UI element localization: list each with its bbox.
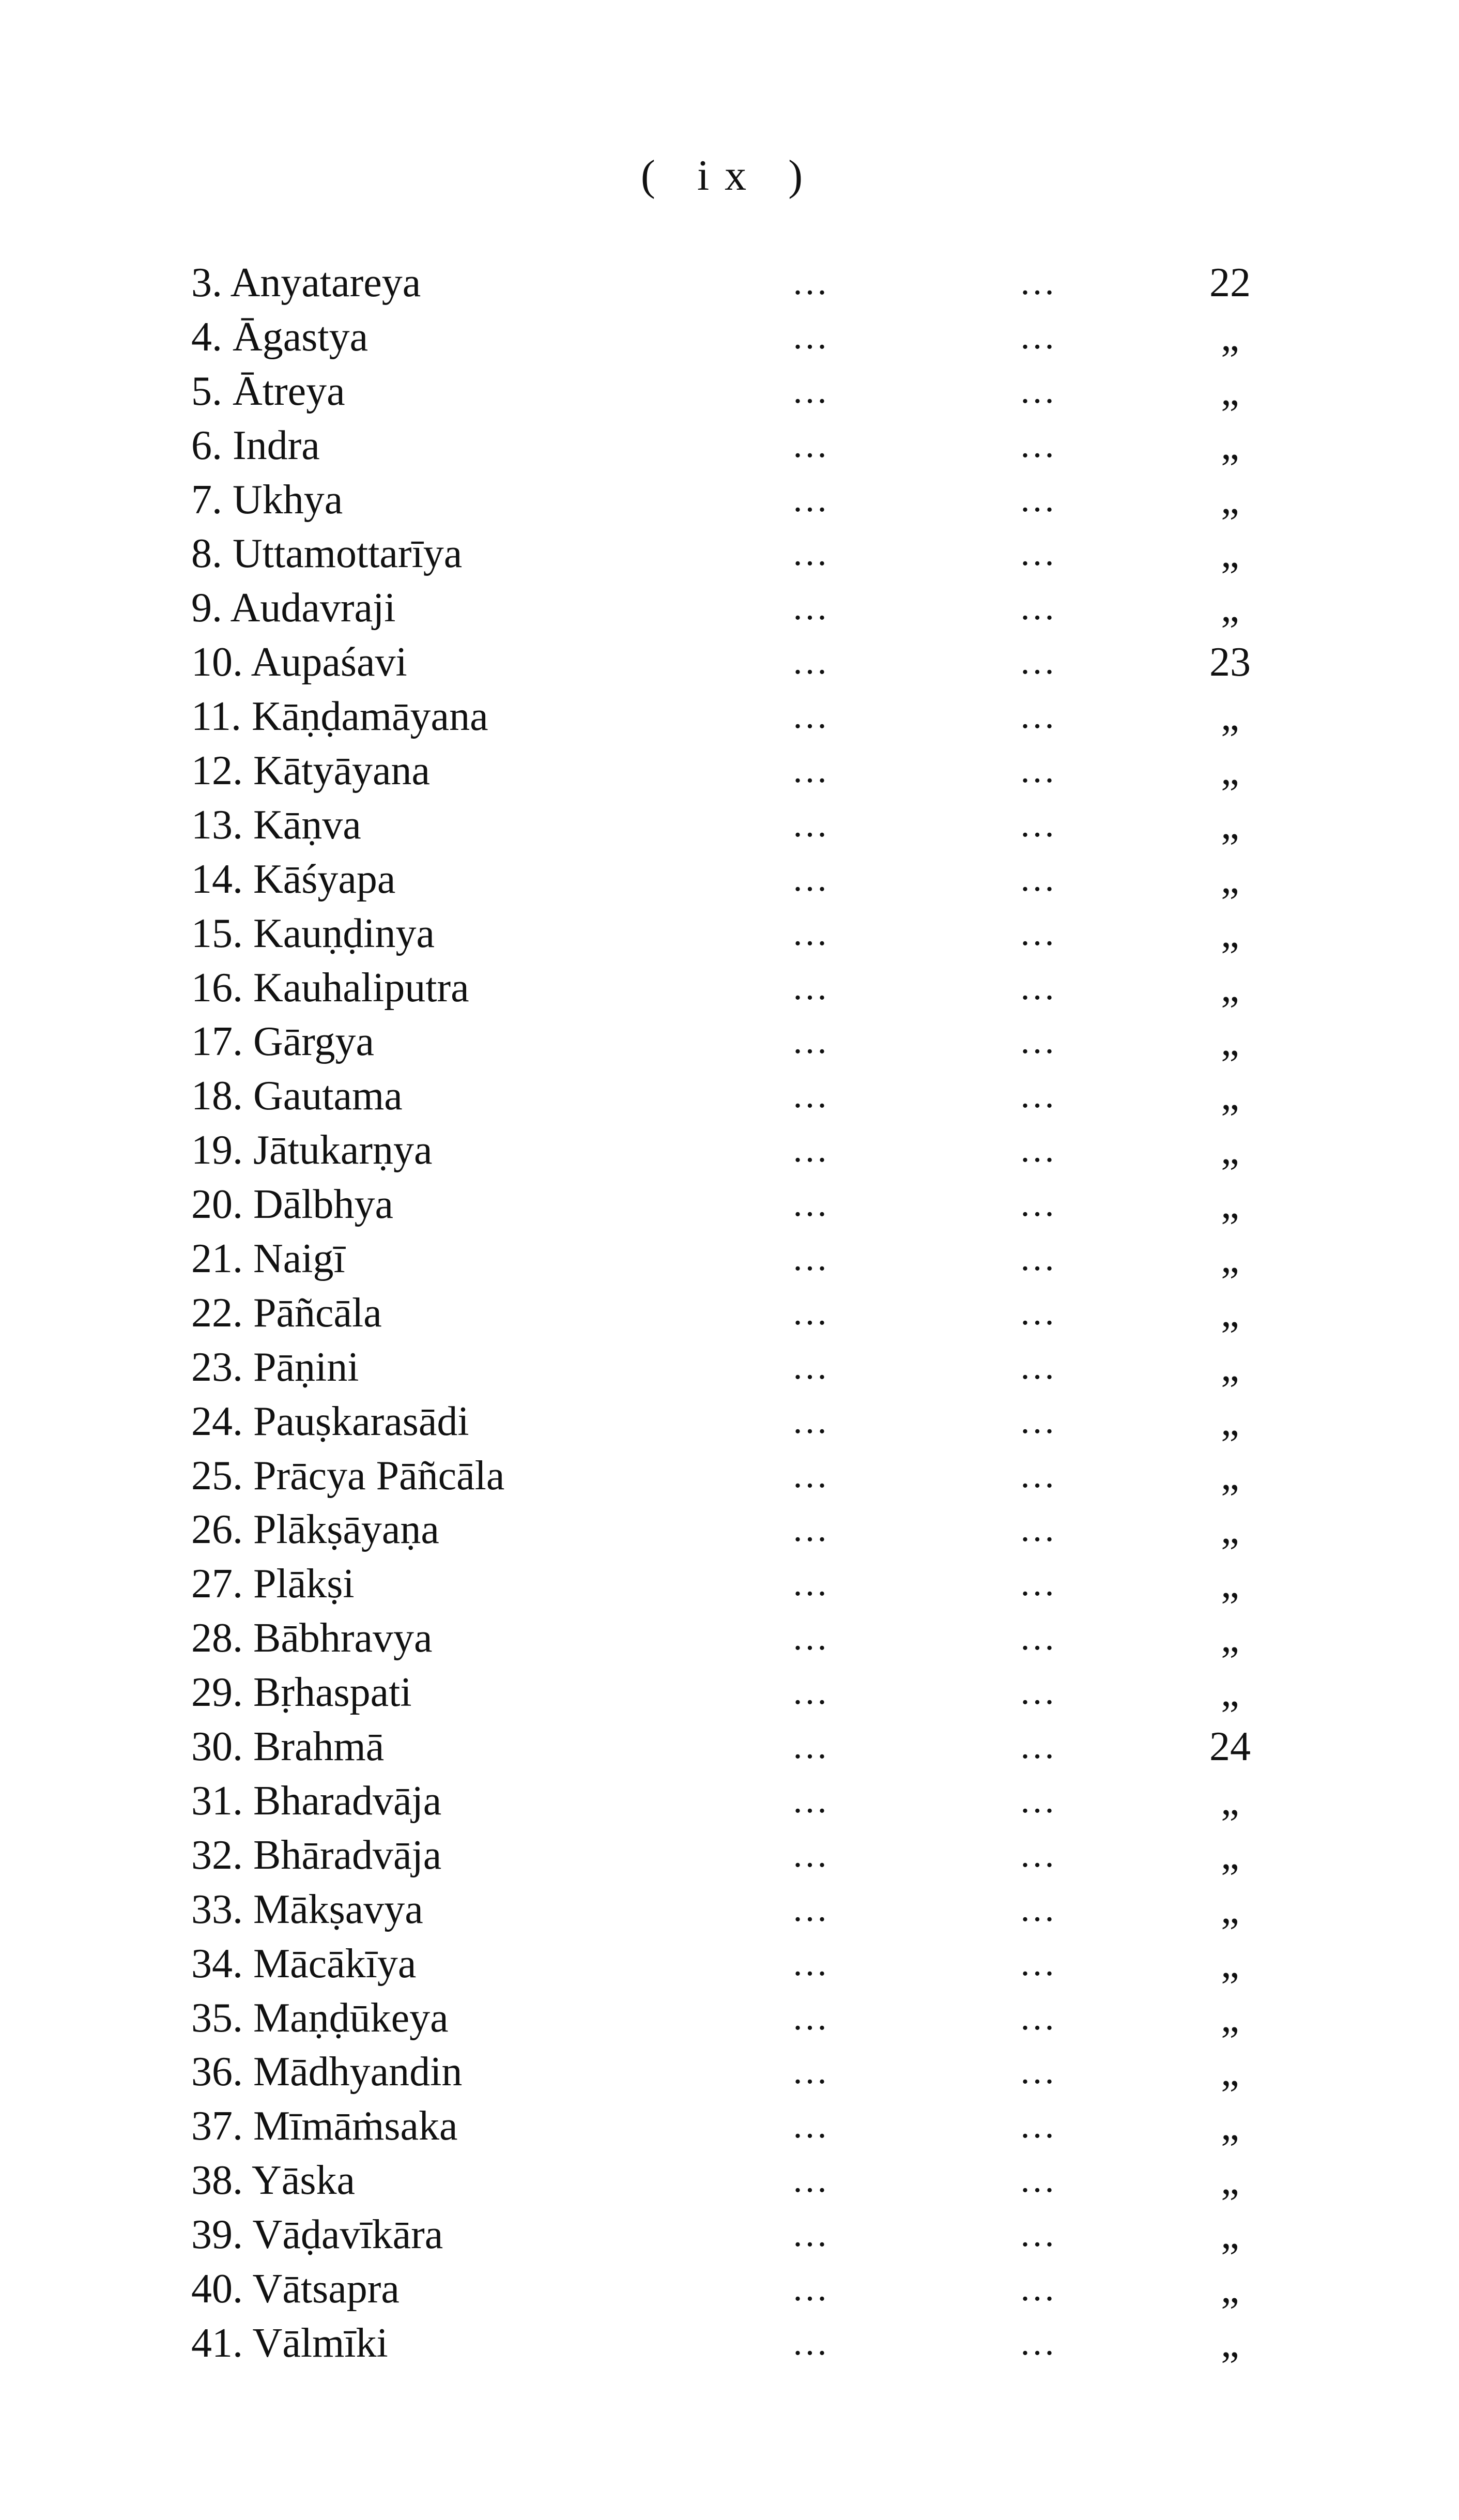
entry-title: 14. Kāśyapa — [191, 856, 396, 902]
leader-dots: ... — [793, 1943, 830, 1983]
leader-dots: ... — [1020, 751, 1057, 791]
leader-dots: ... — [793, 859, 830, 899]
entry-page-ref: „ — [1221, 1398, 1239, 1444]
entry-page-ref: „ — [1221, 1236, 1239, 1282]
entry-title: 35. Maṇḍūkeya — [191, 1995, 449, 2041]
leader-dots: ... — [1020, 804, 1057, 845]
entry-page-ref: „ — [1221, 856, 1239, 902]
entry-page-ref: „ — [1221, 1453, 1239, 1499]
entry-title: 15. Kauṇḍinya — [191, 910, 435, 956]
leader-dots: ... — [793, 1076, 830, 1116]
leader-dots: ... — [793, 1564, 830, 1604]
entry-title: 8. Uttamottarīya — [191, 531, 463, 577]
index-entry — [0, 690, 1459, 744]
entry-title: 41. Vālmīki — [191, 2320, 388, 2366]
leader-dots: ... — [793, 263, 830, 302]
leader-dots: ... — [1020, 2268, 1057, 2309]
entry-page-ref: 22 — [1209, 260, 1251, 306]
entry-page-ref: „ — [1221, 1019, 1239, 1065]
leader-dots: ... — [1020, 1401, 1057, 1441]
leader-dots: ... — [1020, 2214, 1057, 2255]
entry-title: 11. Kāṇḍamāyana — [191, 694, 488, 740]
leader-dots: ... — [1020, 1021, 1057, 1062]
entry-title: 17. Gārgya — [191, 1019, 374, 1065]
entry-page-ref: „ — [1221, 1073, 1239, 1119]
entry-page-ref: „ — [1221, 2103, 1239, 2149]
entry-title: 38. Yāska — [191, 2158, 355, 2204]
leader-dots: ... — [793, 804, 830, 845]
leader-dots: ... — [1020, 1130, 1057, 1170]
index-entry — [0, 419, 1459, 473]
entry-page-ref: „ — [1221, 1995, 1239, 2041]
leader-dots: ... — [1020, 1835, 1057, 1875]
entry-page-ref: „ — [1221, 2049, 1239, 2095]
entry-page-ref: „ — [1221, 314, 1239, 360]
index-entry — [0, 2316, 1459, 2371]
leader-dots: ... — [1020, 479, 1057, 520]
index-entry — [0, 1991, 1459, 2045]
entry-page-ref: „ — [1221, 802, 1239, 848]
entry-title: 18. Gautama — [191, 1073, 403, 1119]
leader-dots: ... — [793, 371, 830, 411]
leader-dots: ... — [793, 751, 830, 791]
leader-dots: ... — [793, 1835, 830, 1875]
entry-title: 32. Bhāradvāja — [191, 1832, 442, 1878]
leader-dots: ... — [793, 642, 830, 682]
leader-dots: ... — [793, 1672, 830, 1713]
index-list — [0, 256, 1459, 2371]
entry-page-ref: 23 — [1209, 639, 1251, 685]
index-entry — [0, 256, 1459, 310]
leader-dots: ... — [1020, 1184, 1057, 1225]
entry-page-ref: „ — [1221, 1127, 1239, 1173]
entry-page-ref: „ — [1221, 1832, 1239, 1878]
leader-dots: ... — [1020, 371, 1057, 411]
entry-page-ref: „ — [1221, 2212, 1239, 2258]
index-entry — [0, 1503, 1459, 1557]
leader-dots: ... — [1020, 425, 1057, 465]
index-entry — [0, 1395, 1459, 1449]
index-entry — [0, 1611, 1459, 1666]
index-entry — [0, 1178, 1459, 1232]
leader-dots: ... — [793, 1997, 830, 2038]
leader-dots: ... — [1020, 2160, 1057, 2201]
entry-page-ref: „ — [1221, 1778, 1239, 1824]
leader-dots: ... — [793, 967, 830, 1007]
index-entry — [0, 1069, 1459, 1123]
index-entry — [0, 2208, 1459, 2262]
leader-dots: ... — [793, 1401, 830, 1441]
entry-title: 37. Mīmāṁsaka — [191, 2103, 458, 2149]
index-entry — [0, 2262, 1459, 2316]
entry-title: 12. Kātyāyana — [191, 748, 431, 794]
leader-dots: ... — [793, 1455, 830, 1495]
index-entry — [0, 364, 1459, 419]
leader-dots: ... — [1020, 2323, 1057, 2363]
entry-title: 23. Pāṇini — [191, 1344, 359, 1390]
entry-page-ref: „ — [1221, 1182, 1239, 1228]
leader-dots: ... — [1020, 1347, 1057, 1387]
entry-title: 9. Audavraji — [191, 585, 396, 631]
index-entry — [0, 1286, 1459, 1340]
entry-title: 31. Bharadvāja — [191, 1778, 442, 1824]
entry-title: 20. Dālbhya — [191, 1182, 394, 1228]
entry-page-ref: „ — [1221, 1670, 1239, 1716]
entry-title: 30. Brahmā — [191, 1724, 385, 1770]
leader-dots: ... — [1020, 1076, 1057, 1116]
entry-title: 10. Aupaśavi — [191, 639, 407, 685]
entry-page-ref: „ — [1221, 1941, 1239, 1987]
entry-title: 3. Anyatareya — [191, 260, 421, 306]
entry-page-ref: „ — [1221, 477, 1239, 523]
leader-dots: ... — [793, 1618, 830, 1658]
leader-dots: ... — [1020, 1618, 1057, 1658]
leader-dots: ... — [793, 479, 830, 520]
leader-dots: ... — [1020, 1455, 1057, 1495]
entry-page-ref: „ — [1221, 2158, 1239, 2204]
entry-title: 28. Bābhravya — [191, 1615, 433, 1661]
leader-dots: ... — [1020, 1997, 1057, 2038]
leader-dots: ... — [793, 1347, 830, 1387]
leader-dots: ... — [793, 1509, 830, 1550]
leader-dots: ... — [1020, 1943, 1057, 1983]
entry-page-ref: „ — [1221, 1344, 1239, 1390]
entry-page-ref: „ — [1221, 1615, 1239, 1661]
entry-title: 16. Kauhaliputra — [191, 965, 469, 1011]
index-entry — [0, 581, 1459, 635]
leader-dots: ... — [793, 2160, 830, 2201]
index-entry — [0, 907, 1459, 961]
entry-page-ref: 24 — [1209, 1724, 1251, 1770]
index-entry — [0, 1828, 1459, 1883]
entry-title: 27. Plākṣi — [191, 1561, 355, 1607]
leader-dots: ... — [1020, 642, 1057, 682]
leader-dots: ... — [1020, 1780, 1057, 1821]
index-entry — [0, 1557, 1459, 1611]
entry-title: 21. Naigī — [191, 1236, 345, 1282]
entry-title: 26. Plākṣāyaṇa — [191, 1507, 439, 1553]
leader-dots: ... — [1020, 913, 1057, 953]
leader-dots: ... — [793, 2106, 830, 2146]
index-entry — [0, 1720, 1459, 1774]
entry-page-ref: „ — [1221, 1561, 1239, 1607]
entry-title: 34. Mācākīya — [191, 1941, 417, 1987]
entry-title: 36. Mādhyandin — [191, 2049, 463, 2095]
leader-dots: ... — [793, 588, 830, 628]
index-entry — [0, 2045, 1459, 2099]
leader-dots: ... — [1020, 2052, 1057, 2092]
leader-dots: ... — [793, 2323, 830, 2363]
leader-dots: ... — [793, 2214, 830, 2255]
index-entry — [0, 2154, 1459, 2208]
leader-dots: ... — [1020, 316, 1057, 357]
leader-dots: ... — [1020, 1564, 1057, 1604]
leader-dots: ... — [793, 1727, 830, 1767]
entry-title: 19. Jātukarṇya — [191, 1127, 433, 1173]
leader-dots: ... — [1020, 1889, 1057, 1929]
leader-dots: ... — [793, 2052, 830, 2092]
entry-title: 7. Ukhya — [191, 477, 343, 523]
index-entry — [0, 961, 1459, 1015]
entry-page-ref: „ — [1221, 368, 1239, 414]
entry-title: 13. Kāṇva — [191, 802, 361, 848]
entry-page-ref: „ — [1221, 1886, 1239, 1932]
leader-dots: ... — [1020, 696, 1057, 737]
leader-dots: ... — [1020, 588, 1057, 628]
index-entry — [0, 1883, 1459, 1937]
entry-page-ref: „ — [1221, 2266, 1239, 2312]
leader-dots: ... — [1020, 1727, 1057, 1767]
entry-page-ref: „ — [1221, 2320, 1239, 2366]
leader-dots: ... — [1020, 533, 1057, 574]
leader-dots: ... — [793, 2268, 830, 2309]
leader-dots: ... — [793, 1239, 830, 1279]
leader-dots: ... — [1020, 967, 1057, 1007]
index-entry — [0, 1937, 1459, 1991]
index-entry — [0, 2099, 1459, 2154]
leader-dots: ... — [1020, 1239, 1057, 1279]
leader-dots: ... — [793, 1021, 830, 1062]
entry-page-ref: „ — [1221, 910, 1239, 956]
leader-dots: ... — [793, 1184, 830, 1225]
entry-page-ref: „ — [1221, 422, 1239, 468]
entry-title: 5. Ātreya — [191, 368, 345, 414]
leader-dots: ... — [793, 425, 830, 465]
index-entry — [0, 473, 1459, 527]
leader-dots: ... — [793, 1292, 830, 1333]
entry-title: 22. Pāñcāla — [191, 1290, 382, 1336]
entry-page-ref: „ — [1221, 1290, 1239, 1336]
leader-dots: ... — [793, 913, 830, 953]
entry-title: 25. Prācya Pāñcāla — [191, 1453, 505, 1499]
index-entry — [0, 852, 1459, 907]
leader-dots: ... — [1020, 1292, 1057, 1333]
leader-dots: ... — [793, 1130, 830, 1170]
entry-title: 4. Āgastya — [191, 314, 368, 360]
index-entry — [0, 1666, 1459, 1720]
index-entry — [0, 1015, 1459, 1069]
entry-title: 33. Mākṣavya — [191, 1886, 423, 1932]
leader-dots: ... — [793, 316, 830, 357]
entry-title: 6. Indra — [191, 422, 320, 468]
leader-dots: ... — [793, 1889, 830, 1929]
leader-dots: ... — [793, 696, 830, 737]
entry-page-ref: „ — [1221, 748, 1239, 794]
index-entry — [0, 635, 1459, 690]
leader-dots: ... — [1020, 2106, 1057, 2146]
entry-title: 40. Vātsapra — [191, 2266, 400, 2312]
entry-page-ref: „ — [1221, 1507, 1239, 1553]
index-entry — [0, 310, 1459, 364]
leader-dots: ... — [1020, 1672, 1057, 1713]
leader-dots: ... — [793, 533, 830, 574]
entry-page-ref: „ — [1221, 585, 1239, 631]
index-entry — [0, 527, 1459, 581]
index-entry — [0, 1123, 1459, 1178]
leader-dots: ... — [793, 1780, 830, 1821]
entry-title: 24. Pauṣkarasādi — [191, 1398, 469, 1444]
entry-title: 29. Bṛhaspati — [191, 1670, 412, 1716]
index-entry — [0, 1774, 1459, 1828]
index-entry — [0, 1449, 1459, 1503]
entry-title: 39. Vāḍavīkāra — [191, 2212, 443, 2258]
page-number: ( ix ) — [640, 151, 819, 200]
index-entry — [0, 798, 1459, 852]
entry-page-ref: „ — [1221, 694, 1239, 740]
index-entry — [0, 1340, 1459, 1395]
entry-page-ref: „ — [1221, 965, 1239, 1011]
leader-dots: ... — [1020, 859, 1057, 899]
index-entry — [0, 744, 1459, 798]
index-entry — [0, 1232, 1459, 1286]
entry-page-ref: „ — [1221, 531, 1239, 577]
leader-dots: ... — [1020, 1509, 1057, 1550]
leader-dots: ... — [1020, 263, 1057, 302]
